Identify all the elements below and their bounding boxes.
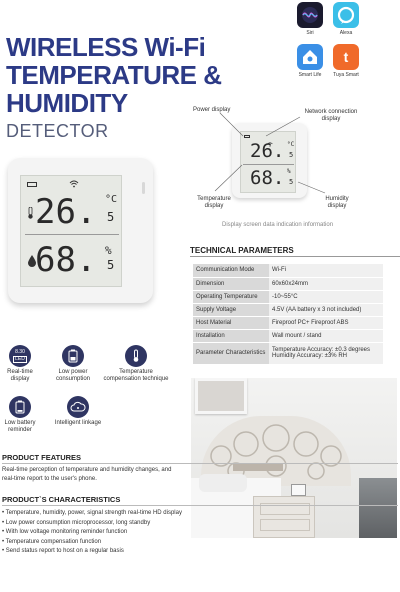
cloud-link-icon (67, 396, 89, 418)
lcd-divider (25, 234, 119, 235)
temperature-accuracy: Temperature Accuracy: ±0.3 degrees (272, 347, 371, 353)
svg-text:t: t (343, 49, 349, 65)
feature-low-power (50, 345, 96, 383)
table-row (193, 329, 383, 342)
param-key: Installation (193, 329, 269, 342)
param-key: Host Material (193, 316, 269, 329)
feature-label: Low power (58, 369, 88, 375)
product-features-line: Real-time perception of temperature and humidity changes, and (2, 467, 172, 473)
feature-label: display (10, 375, 30, 382)
feature-label: compensation technique (103, 375, 169, 382)
feature-label: Real-time (7, 369, 33, 375)
title-line-4: DETECTOR (6, 121, 109, 141)
app-label: Smart Life (298, 72, 322, 78)
diagram-humidity-decimal: 5 (289, 178, 294, 186)
temperature-value: 26. (35, 192, 97, 232)
wifi-icon (69, 180, 79, 190)
lcd-screen (20, 175, 122, 287)
characteristics-heading: PRODUCT`S CHARACTERISTICS (2, 495, 121, 504)
param-key: Operating Temperature (193, 290, 269, 303)
product-features-text (2, 466, 171, 483)
title-line-2: TEMPERATURE & (6, 60, 222, 90)
list-item: • With low voltage monitoring reminder function (2, 528, 182, 538)
alexa-icon (333, 2, 359, 28)
param-value: Wi-Fi (269, 264, 383, 277)
feature-label: Intelligent linkage (54, 420, 102, 426)
characteristics-list (2, 509, 182, 557)
section-rule (2, 505, 398, 506)
diagram-humidity: 68. (250, 167, 285, 189)
app-siri (297, 2, 323, 36)
param-value: Wall mount / stand (269, 329, 383, 342)
lcd-badge-bottom: LED (15, 355, 25, 362)
humidity-unit: % (105, 244, 112, 257)
app-tuya (333, 44, 359, 78)
callout-humidity: Humidity display (325, 196, 349, 209)
list-item: • Temperature compensation function (2, 538, 182, 548)
param-key: Dimension (193, 277, 269, 290)
compatible-apps (293, 2, 397, 86)
nightstand (253, 496, 315, 538)
callout-power: Power display (193, 107, 231, 113)
param-key: Communication Mode (193, 264, 269, 277)
list-item: • Send status report to host on a regular basis (2, 547, 182, 557)
lcd-8-30-icon (9, 345, 31, 367)
diagram-temperature-unit: °C (287, 141, 295, 148)
lamp-shade (233, 463, 283, 471)
siri-icon (297, 2, 323, 28)
pillow (199, 474, 247, 492)
thermometer-icon (125, 345, 147, 367)
app-label: Siri (306, 30, 314, 36)
feature-temp-compensation (100, 345, 172, 383)
lcd-badge-top: 8.30 (15, 348, 25, 355)
diagram-note: Display screen data indication information (222, 222, 334, 228)
app-label: Tuya Smart (333, 72, 359, 78)
feature-label: reminder (8, 426, 32, 433)
feature-low-battery (2, 396, 38, 434)
chair (359, 478, 397, 538)
feature-real-time (2, 345, 38, 383)
section-rule (2, 463, 398, 464)
battery-icon (27, 182, 37, 187)
param-key: Parameter Characteristics (193, 342, 269, 364)
humidity-decimal: 5 (107, 258, 115, 272)
table-row (193, 342, 383, 364)
humidity-value: 68. (35, 240, 97, 280)
battery-power-icon (62, 345, 84, 367)
app-alexa (333, 2, 359, 36)
product-features-line: real-time report to the user's phone. (2, 475, 97, 482)
tech-table (193, 264, 383, 365)
tech-heading: TECHNICAL PARAMETERS (190, 246, 294, 255)
table-row (193, 277, 383, 290)
diagram-temperature-decimal: 5 (289, 151, 294, 159)
list-item: • Temperature, humidity, power, signal strength real-time HD display (2, 509, 182, 519)
device-photo (8, 158, 153, 303)
param-value: Fireproof PC+ Fireproof ABS (269, 316, 383, 329)
param-value (269, 342, 383, 364)
app-label: Alexa (339, 30, 353, 36)
callout-temperature: Temperature display (197, 196, 231, 209)
tech-rule (190, 256, 400, 257)
smart-life-icon (297, 44, 323, 70)
tuya-icon (333, 44, 359, 70)
sensor-on-nightstand (291, 484, 306, 496)
device-button (142, 182, 145, 194)
feature-label: consumption (55, 375, 91, 382)
low-battery-icon (9, 396, 31, 418)
thermometer-icon (27, 206, 34, 218)
diagram-humidity-unit: % (287, 168, 291, 175)
temperature-unit: °C (105, 194, 118, 205)
feature-intelligent-linkage (50, 396, 106, 427)
param-value: 4.5V (AA battery x 3 not included) (269, 303, 383, 316)
wall-frame (195, 378, 247, 414)
callout-network: Network connection display (304, 109, 358, 122)
table-row (193, 316, 383, 329)
param-key: Supply Voltage (193, 303, 269, 316)
list-item: • Low power consumption microprocessor, long standby (2, 519, 182, 529)
param-value: -10~55°C (269, 290, 383, 303)
param-value: 60x60x24mm (269, 277, 383, 290)
drawer (260, 519, 310, 531)
title-line-3: HUMIDITY (6, 88, 128, 118)
humidity-accuracy: Humidity Accuracy: ±3% RH (272, 353, 347, 359)
app-smart-life (297, 44, 323, 78)
diagram-temperature: 26. (250, 140, 285, 162)
table-row (193, 264, 383, 277)
table-row (193, 303, 383, 316)
title-line-1: WIRELESS Wi-Fi (6, 32, 206, 62)
feature-label: Temperature (119, 369, 153, 375)
table-row (193, 290, 383, 303)
temperature-decimal: 5 (107, 210, 115, 224)
feature-label: Low battery (4, 420, 36, 426)
room-photo (191, 378, 397, 538)
product-features-heading: PRODUCT FEATURES (2, 453, 82, 462)
